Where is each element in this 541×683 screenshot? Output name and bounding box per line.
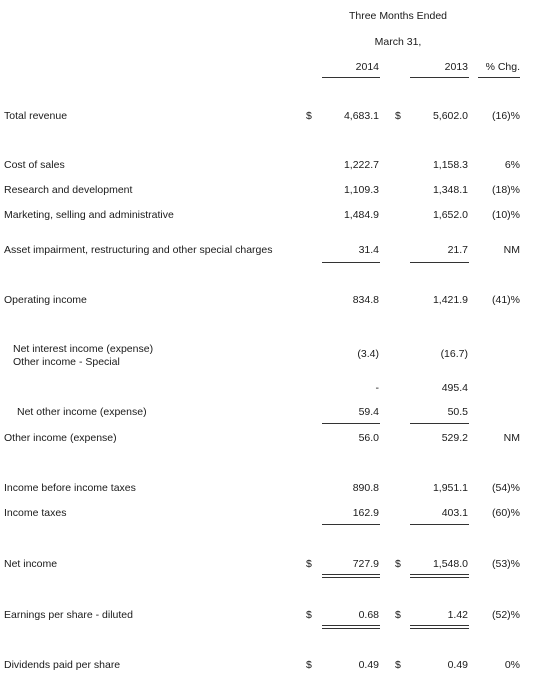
percent-change: (52)% xyxy=(491,609,520,621)
currency-symbol: $ xyxy=(306,609,312,621)
value-2013: 1,951.1 xyxy=(432,482,468,494)
value-2013: 1,158.3 xyxy=(432,159,468,171)
percent-change: (16)% xyxy=(491,110,520,122)
value-2013: 1.42 xyxy=(447,609,468,621)
value-2013: 21.7 xyxy=(447,244,468,256)
currency-symbol: $ xyxy=(306,659,312,671)
row-label: Asset impairment, restructuring and other special charges xyxy=(4,244,273,256)
value-2014: 56.0 xyxy=(358,432,379,444)
row-label: Net other income (expense) xyxy=(17,406,147,418)
row-label: Research and development xyxy=(4,184,133,196)
row-label: Marketing, selling and administrative xyxy=(4,209,174,221)
row-label: Earnings per share - diluted xyxy=(4,609,133,621)
row-label: Dividends paid per share xyxy=(4,659,121,671)
percent-change: (53)% xyxy=(491,558,520,570)
percent-change: (60)% xyxy=(491,507,520,519)
row-label: Net income xyxy=(4,558,58,570)
total-double-rule-2014 xyxy=(322,625,380,629)
percent-change: (10)% xyxy=(491,209,520,221)
value-2014: 31.4 xyxy=(358,244,379,256)
percent-change: (18)% xyxy=(491,184,520,196)
value-2013: 403.1 xyxy=(441,507,468,519)
row-label: Income taxes xyxy=(4,507,67,519)
total-double-rule-2013 xyxy=(410,625,469,629)
value-2014: 59.4 xyxy=(358,406,379,418)
column-header-change: % Chg. xyxy=(485,61,520,73)
header-underline-2013 xyxy=(410,77,469,78)
row-label: Net interest income (expense) xyxy=(13,343,154,355)
subtotal-rule-2013 xyxy=(410,262,469,263)
value-2013: 1,348.1 xyxy=(432,184,468,196)
value-2013: 5,602.0 xyxy=(432,110,468,122)
value-2014: 890.8 xyxy=(352,482,379,494)
value-2014: 4,683.1 xyxy=(343,110,379,122)
value-2014: 727.9 xyxy=(352,558,379,570)
value-2014: 834.8 xyxy=(352,294,379,306)
value-2013: 1,652.0 xyxy=(432,209,468,221)
subtotal-rule-2013 xyxy=(410,423,469,424)
period-heading-line2: March 31, xyxy=(374,36,422,48)
value-2013: 1,421.9 xyxy=(432,294,468,306)
row-label: Cost of sales xyxy=(4,159,65,171)
value-2014: 162.9 xyxy=(352,507,379,519)
subtotal-rule-2014 xyxy=(322,423,380,424)
column-header-2013: 2013 xyxy=(444,61,468,73)
subtotal-rule-2014 xyxy=(322,524,380,525)
row-label: Other income (expense) xyxy=(4,432,117,444)
percent-change: NM xyxy=(503,432,520,444)
row-label: Total revenue xyxy=(4,110,68,122)
percent-change: 6% xyxy=(504,159,520,171)
value-2014: 1,484.9 xyxy=(343,209,379,221)
subtotal-rule-2014 xyxy=(322,262,380,263)
period-heading-line1: Three Months Ended xyxy=(348,10,448,22)
value-2013: 529.2 xyxy=(441,432,468,444)
currency-symbol: $ xyxy=(395,659,401,671)
currency-symbol: $ xyxy=(395,558,401,570)
currency-symbol: $ xyxy=(306,110,312,122)
currency-symbol: $ xyxy=(395,110,401,122)
percent-change: NM xyxy=(503,244,520,256)
total-double-rule-2014 xyxy=(322,574,380,578)
value-2013: (16.7) xyxy=(440,348,468,360)
row-label: Other income - Special xyxy=(13,356,120,368)
value-2013: 1,548.0 xyxy=(432,558,468,570)
value-2014: 1,109.3 xyxy=(343,184,379,196)
currency-symbol: $ xyxy=(395,609,401,621)
value-2013: 495.4 xyxy=(441,382,468,394)
percent-change: (41)% xyxy=(491,294,520,306)
value-2014: 1,222.7 xyxy=(343,159,379,171)
subtotal-rule-2013 xyxy=(410,524,469,525)
header-underline-2014 xyxy=(322,77,380,78)
percent-change: (54)% xyxy=(491,482,520,494)
value-2014: - xyxy=(375,382,379,394)
value-2014: 0.68 xyxy=(358,609,379,621)
value-2013: 50.5 xyxy=(447,406,468,418)
row-label: Income before income taxes xyxy=(4,482,136,494)
row-label: Operating income xyxy=(4,294,87,306)
column-header-2014: 2014 xyxy=(355,61,379,73)
value-2013: 0.49 xyxy=(447,659,468,671)
percent-change: 0% xyxy=(504,659,520,671)
total-double-rule-2013 xyxy=(410,574,469,578)
value-2014: (3.4) xyxy=(357,348,379,360)
currency-symbol: $ xyxy=(306,558,312,570)
value-2014: 0.49 xyxy=(358,659,379,671)
header-underline-change xyxy=(478,77,520,78)
